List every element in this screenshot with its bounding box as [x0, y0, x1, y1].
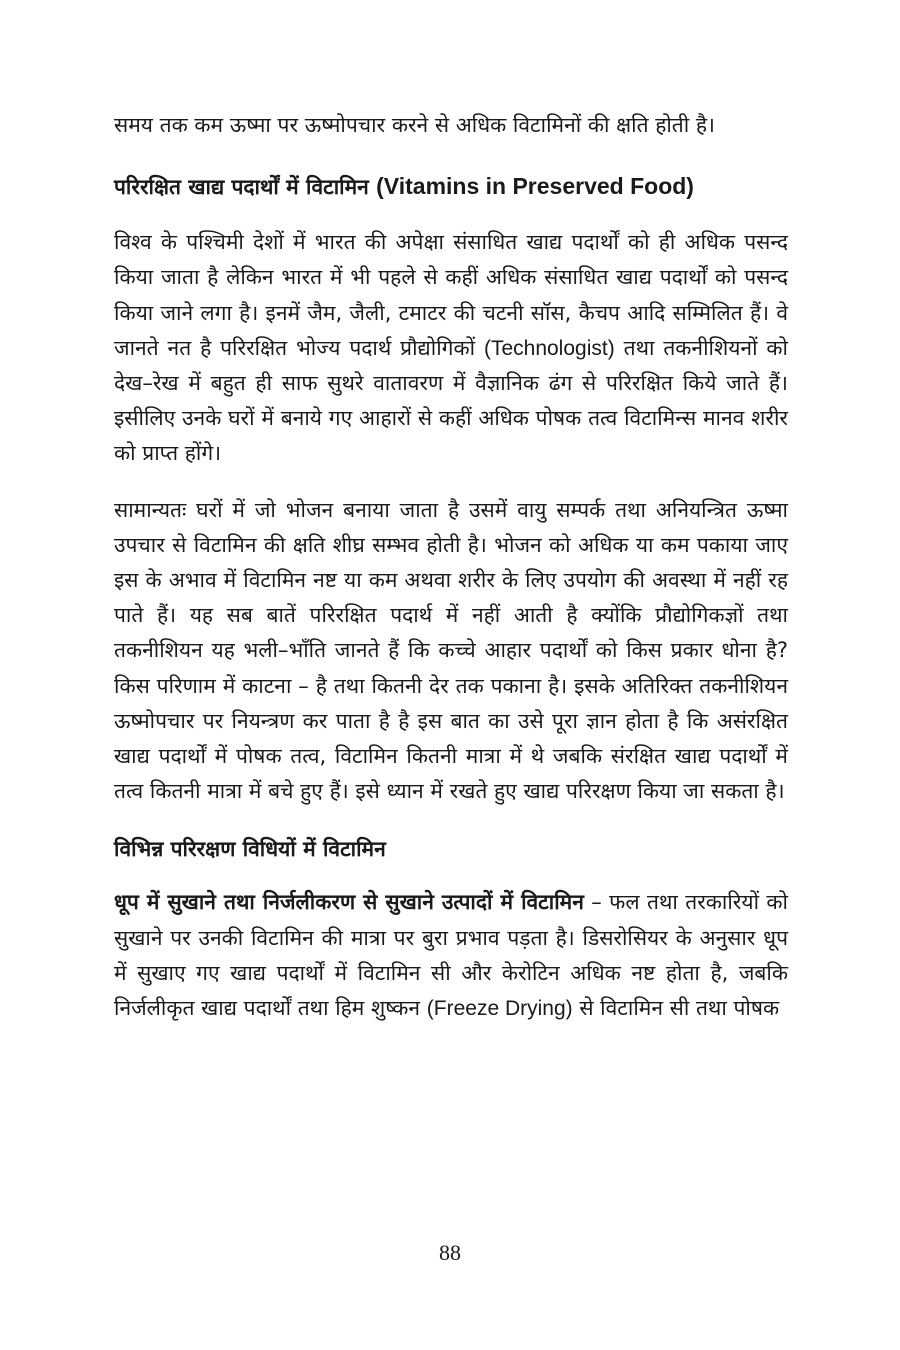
- page-number: 88: [439, 1240, 461, 1265]
- paragraph-processed-food: [114, 225, 788, 471]
- section-heading-preserved-food: [114, 169, 788, 205]
- paragraph-text: सामान्यतः घरों में जो भोजन बनाया जाता है उसमें वायु सम्पर्क तथा अनियन्त्रित ऊष्मा उपचार से विटामिन की क्षति शीघ्र सम्भव होती है। भोजन को अधिक या कम पकाया जाए इस के अभाव में विटामिन नष्ट या कम अथवा शरीर के लिए उपयोग की अवस्था में नहीं रह पाते हैं। यह सब बातें परिरक्षित पदार्थ में नहीं आती है क्योंकि प्रौद्योगिकज्ञों तथा तकनीशियन यह भली–भाँति जानते हैं कि कच्चे आहार पदार्थों को किस प्रकार धोना है? किस परिणाम में काटना – है तथा कितनी देर तक पकाना है। इसके अतिरिक्त तकनीशियन ऊष्मोपचार पर नियन्त्रण कर पाता है है इस बात का उसे पूरा ज्ञान होता है कि असंरक्षित खाद्य पदार्थों में पोषक तत्व, विटामिन कितनी मात्रा में थे जबकि संरक्षित खाद्य पदार्थों में तत्व कितनी मात्रा में बचे हुए हैं। इसे ध्यान में रखते हुए खाद्य परिरक्षण किया जा सकता है।: [114, 497, 788, 804]
- paragraph-sun-drying: [114, 885, 788, 1026]
- paragraph-english-term: (Freeze Drying): [426, 997, 573, 1021]
- paragraph-text: विश्व के पश्चिमी देशों में भारत की अपेक्षा संसाधित खाद्य पदार्थों को ही अधिक पसन्द किया जाता है लेकिन भारत में भी पहले से कहीं अधिक संसाधित खाद्य पदार्थों को पसन्द किया जाने लगा है। इनमें जैम, जैली, टमाटर की चटनी सॉस, कैचप आदि सम्मिलित हैं। वे जानते नत है परिरक्षित भोज्य पदार्थ प्रौद्योगिकों: [114, 230, 788, 360]
- page-content: [114, 108, 788, 1026]
- paragraph-english-term: (Technologist): [483, 336, 615, 360]
- section-heading-preservation-methods: [114, 832, 788, 867]
- paragraph-text: से विटामिन सी तथा पोषक: [572, 996, 780, 1021]
- paragraph-bold-lead: धूप में सुखाने तथा निर्जलीकरण से सुखाने उत्पादों में विटामिन: [114, 890, 584, 915]
- paragraph-text: समय तक कम ऊष्मा पर ऊष्मोपचार करने से अधिक विटामिनों की क्षति होती है।: [114, 113, 716, 137]
- heading-english-text: (Vitamins in Preserved Food): [376, 173, 694, 200]
- paragraph-continuation: [114, 108, 788, 143]
- paragraph-text: – फल तथा तरकारियों को सुखाने पर उनकी विटामिन की मात्रा पर बुरा प्रभाव पड़ता है। डिसरोसियर के अनुसार धूप में सुखाए गए खाद्य पदार्थों में विटामिन सी और केरोटिन अधिक नष्ट होता है, जबकि निर्जलीकृत खाद्य पदार्थों तथा हिम शुष्कन: [114, 890, 788, 1021]
- paragraph-home-cooking: [114, 493, 788, 810]
- heading-hindi-text: परिरक्षित खाद्य पदार्थों में विटामिन: [114, 175, 377, 200]
- heading-text: विभिन्न परिरक्षण विधियों में विटामिन: [114, 837, 386, 862]
- paragraph-text: तथा तकनीशियनों को देख–रेख में बहुत ही साफ सुथरे वातावरण में वैज्ञानिक ढंग से परिरक्षित किये जाते हैं। इसीलिए उनके घरों में बनाये गए आहारों से कहीं अधिक पोषक तत्व विटामिन्स मानव शरीर को प्राप्त होंगे।: [114, 335, 788, 466]
